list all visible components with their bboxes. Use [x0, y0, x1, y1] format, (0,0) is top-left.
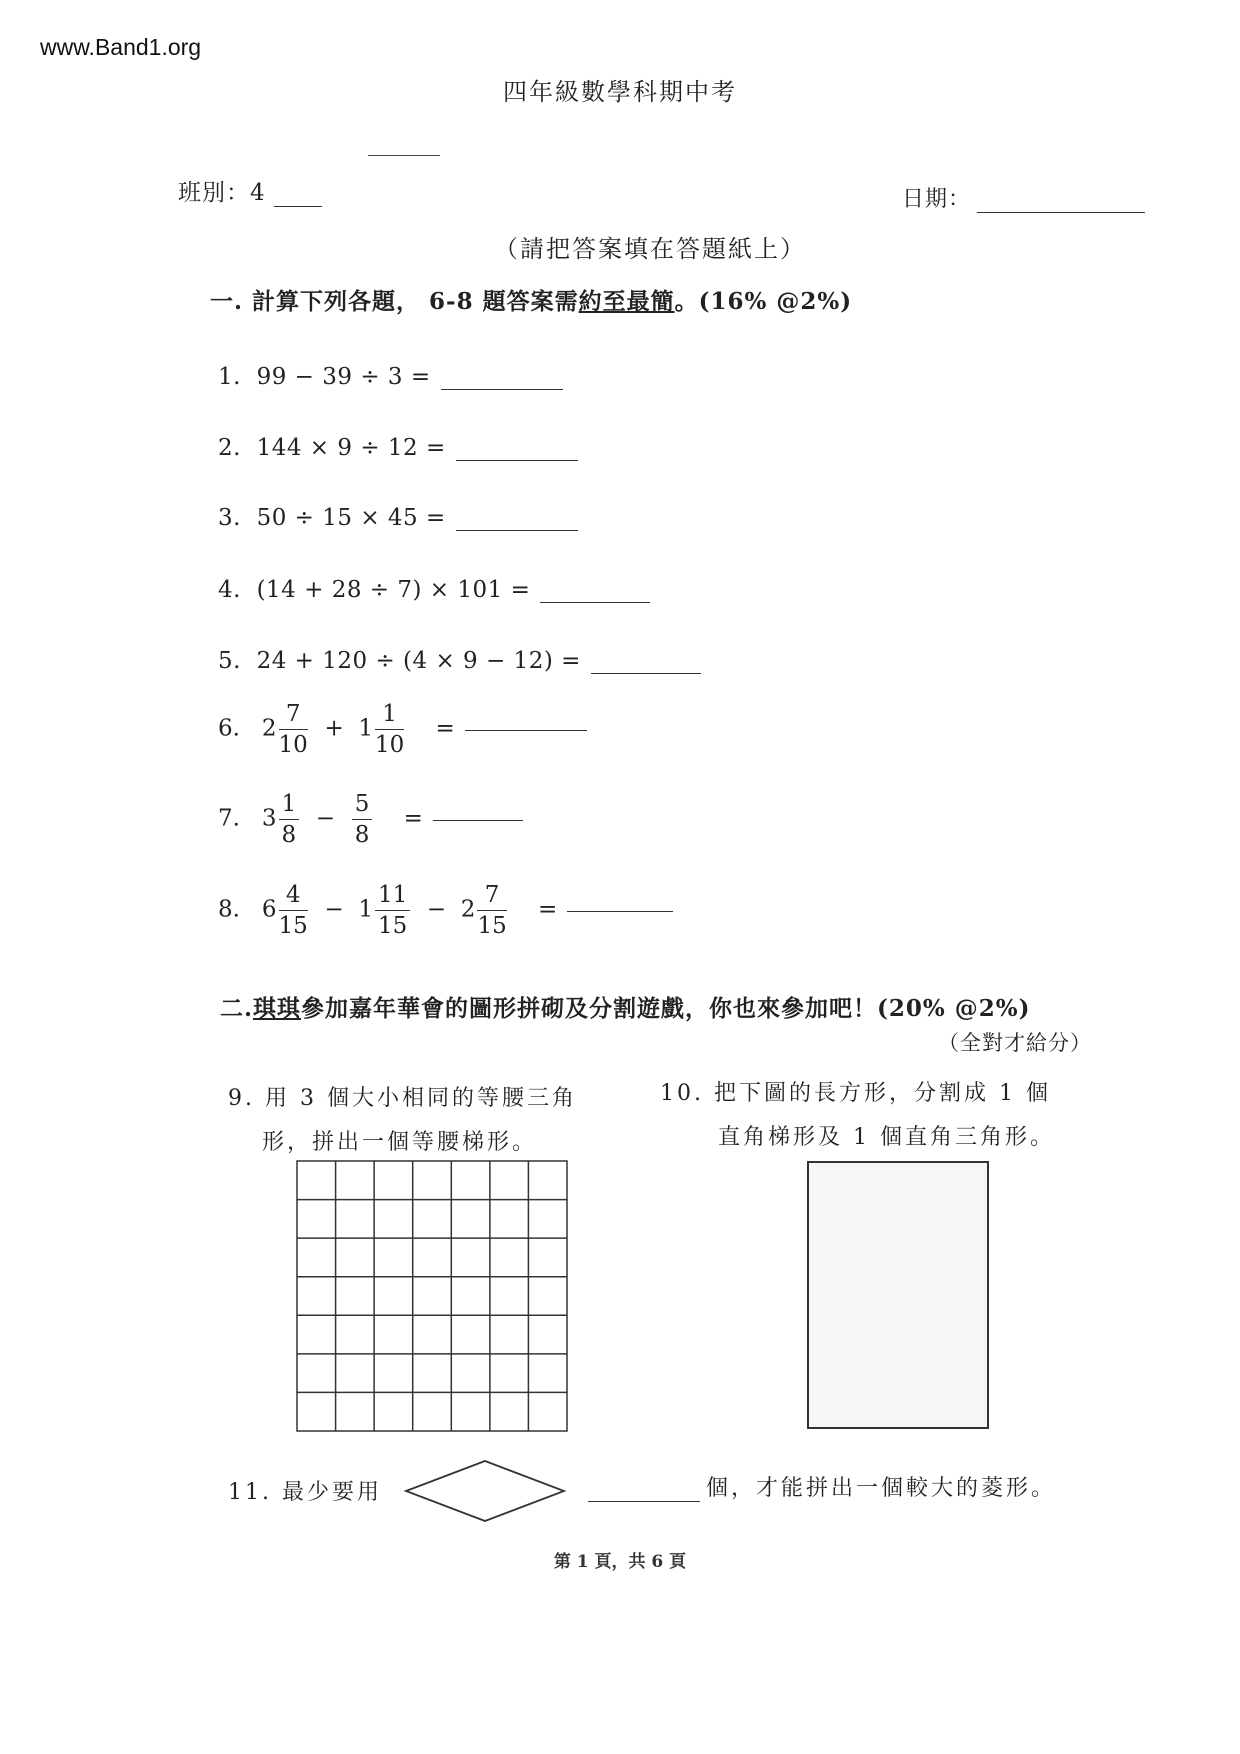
class-blank[interactable] [274, 184, 322, 207]
answer-blank[interactable] [591, 651, 701, 674]
answer-blank[interactable] [465, 729, 587, 731]
question-number: 5. [218, 648, 241, 674]
question-expression: 144 × 9 ÷ 12 = [256, 435, 446, 461]
date-blank[interactable] [977, 190, 1145, 213]
grid-figure[interactable] [296, 1160, 570, 1434]
operator: − [324, 896, 344, 923]
section2-heading-text: 參加嘉年華會的圖形拼砌及分割遊戲，你也來參加吧！(20% @2%) [301, 995, 1031, 1022]
numerator: 5 [352, 789, 373, 820]
question-10-line1: 10. 把下圖的長方形，分割成 1 個 [660, 1081, 1051, 1106]
fraction [279, 789, 300, 850]
rectangle-figure[interactable] [807, 1161, 989, 1429]
numerator: 7 [279, 699, 308, 730]
mixed-whole: 1 [358, 715, 373, 742]
question-number: 6. [218, 715, 240, 742]
answer-blank[interactable] [456, 438, 578, 461]
class-field [178, 174, 322, 207]
rhombus-figure [402, 1458, 568, 1524]
section2-note: （全對才給分） [938, 1031, 1092, 1055]
question-9-line2: 形，拼出一個等腰梯形。 [262, 1130, 538, 1155]
mixed-whole: 6 [261, 896, 277, 923]
section1-heading [210, 283, 852, 316]
mixed-whole: 3 [261, 805, 277, 832]
section1-heading-text: 一. 計算下列各題， 6-8 題答案需 [210, 288, 579, 315]
question-11-suffix-row [588, 1471, 1056, 1502]
fraction [477, 880, 506, 941]
operator: − [426, 896, 447, 923]
question-number: 7. [218, 805, 240, 832]
question-11-prefix: 11. 最少要用 [228, 1480, 382, 1505]
fraction [279, 699, 308, 760]
question-5 [218, 648, 701, 674]
numerator: 1 [375, 699, 404, 730]
question-6 [218, 699, 587, 760]
section2-heading-underlined: 琪琪 [253, 995, 302, 1022]
title-blank-line [368, 155, 440, 156]
question-11-suffix: 個，才能拼出一個較大的菱形。 [706, 1476, 1057, 1501]
denominator: 8 [354, 822, 370, 848]
denominator: 15 [377, 913, 408, 939]
mixed-whole: 2 [460, 896, 476, 923]
section1-heading-underlined: 約至最簡 [578, 288, 675, 315]
question-number: 2. [218, 435, 241, 461]
question-expression: 99 − 39 ÷ 3 = [256, 364, 431, 390]
question-number: 8. [218, 896, 240, 923]
denominator: 10 [278, 732, 308, 758]
numerator: 11 [375, 880, 410, 911]
exam-title: 四年級數學科期中考 [503, 78, 737, 106]
answer-blank[interactable] [540, 580, 650, 603]
fraction [352, 789, 373, 850]
operator: + [324, 715, 344, 742]
grid-border [297, 1161, 567, 1431]
numerator: 1 [279, 789, 300, 820]
denominator: 10 [374, 732, 405, 758]
question-8 [218, 880, 673, 941]
fraction [375, 699, 404, 760]
question-4 [218, 577, 650, 603]
question-expression: 50 ÷ 15 × 45 = [256, 505, 446, 531]
question-2 [218, 435, 578, 461]
answer-blank[interactable] [567, 910, 673, 912]
page-footer: 第 1 頁，共 6 頁 [553, 1552, 687, 1572]
answer-blank[interactable] [456, 508, 578, 531]
question-1 [218, 364, 563, 390]
answer-blank[interactable] [441, 367, 563, 390]
denominator: 8 [281, 822, 297, 848]
section1-heading-score: 。(16% @2%) [674, 288, 853, 315]
grid-lines [297, 1161, 567, 1431]
mixed-whole: 2 [261, 715, 277, 742]
mixed-whole: 1 [358, 896, 373, 923]
question-7 [218, 789, 523, 850]
website-label: www.Band1.org [40, 34, 202, 60]
operator: − [315, 805, 336, 832]
equals-sign: = [537, 896, 558, 923]
equals-sign: = [403, 805, 423, 832]
numerator: 4 [279, 880, 308, 911]
question-expression: 24 + 120 ÷ (4 × 9 − 12) = [256, 648, 581, 674]
question-3 [218, 505, 578, 531]
section2-heading [220, 990, 1031, 1023]
section2-heading-number: 二. [220, 995, 254, 1022]
question-9-line1: 9. 用 3 個大小相同的等腰三角 [228, 1086, 577, 1111]
date-label: 日期： [902, 187, 972, 212]
denominator: 15 [278, 913, 308, 939]
question-number: 4. [218, 577, 241, 603]
numerator: 7 [477, 880, 506, 911]
date-field [902, 182, 1145, 213]
answer-blank[interactable] [433, 819, 523, 821]
fraction [279, 880, 308, 941]
answer-blank[interactable] [588, 1479, 700, 1502]
denominator: 15 [477, 913, 507, 939]
answer-instruction: （請把答案填在答題紙上） [494, 235, 806, 263]
fraction [375, 880, 410, 941]
question-number: 3. [218, 505, 241, 531]
rhombus-shape [406, 1461, 564, 1521]
question-expression: (14 + 28 ÷ 7) × 101 = [256, 577, 531, 603]
question-10-line2: 直角梯形及 1 個直角三角形。 [718, 1125, 1055, 1150]
class-label: 班別：4 [178, 180, 266, 206]
question-number: 1. [218, 364, 241, 390]
equals-sign: = [435, 715, 455, 742]
